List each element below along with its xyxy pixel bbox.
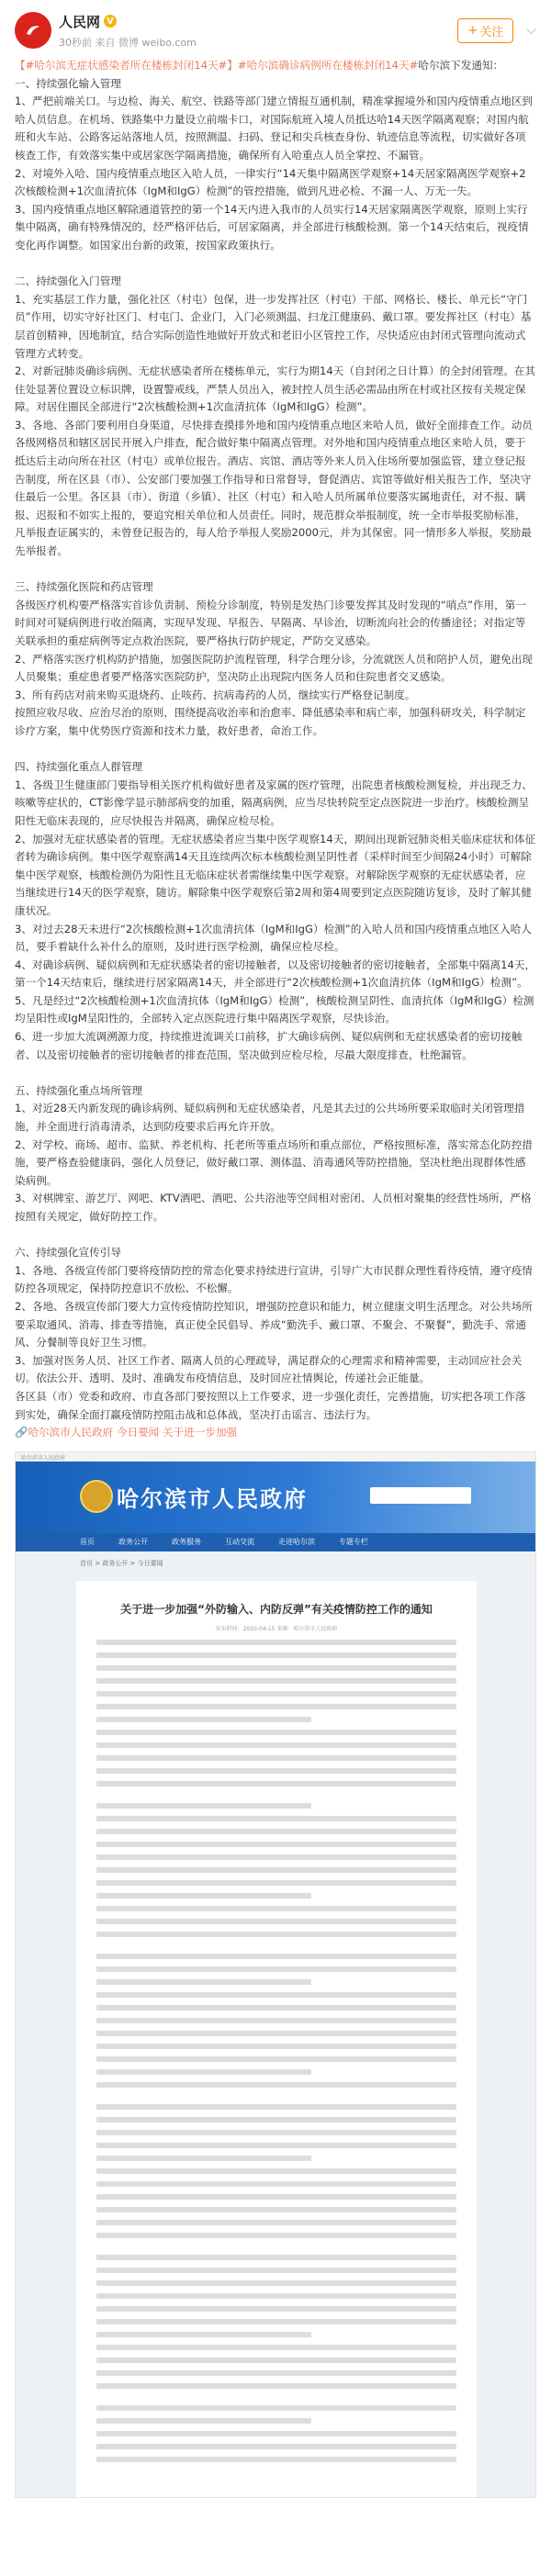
document-text-line [76, 2389, 477, 2398]
document-text-line [96, 1906, 456, 1911]
document-text-line [96, 2207, 456, 2212]
document-text-line [96, 2056, 456, 2062]
paragraph-spacer [15, 561, 536, 579]
document-text-line [96, 1829, 456, 1834]
document-text-line [96, 1854, 456, 1860]
document-text-line [96, 1966, 456, 1972]
document-text-line [96, 2156, 311, 2161]
post-paragraph: 4、对确诊病例、疑似病例和无症状感染者的密切接触者，以及密切接触者的密切接触者，全部集中隔离14天，第一个14天结束后，继续进行居家隔离14天，并全部进行“2次核酸检测+1次血清抗体（IgM和IgG）检测”。 [15, 958, 536, 990]
post-paragraph: 2、严格落实医疗机构防护措施，加强医院防护流程管理，科学合理分诊，分流就医人员和陪护人员，避免出现人员聚集；重症患者要严格落实医院防护，坚决防止出现院内医务人员和住院患者交叉感染。 [15, 652, 533, 684]
document-text-line [96, 1919, 456, 1924]
post-paragraph: 3、加强对医务人员、社区工作者、隔离人员的心理疏导，满足群众的心理需求和精神需要，主动回应社会关切。依法公开、透明、及时、准确发布疫情信息，及时回应社情舆论，传递社会正能量。 [15, 1353, 523, 1385]
document-text-line [96, 2293, 456, 2299]
document-text-line [96, 2220, 456, 2225]
document-text-line [96, 2168, 456, 2174]
post-paragraph: 2、对学校、商场、超市、监狱、养老机构、托老所等重点场所和重点部位，严格按照标准，落实常态化防控措施，要严格查验健康码，强化人员登记，做好戴口罩、测体温、消毒通风等防控措施，坚决杜绝出现群体性感染病例。 [15, 1137, 533, 1187]
document-text-line [76, 1786, 477, 1796]
document-text-line [96, 1678, 456, 1684]
document-text-line [96, 1717, 311, 1722]
post-paragraph: 1、对近28天内新发现的确诊病例、疑似病例和无症状感染者，凡是其去过的公共场所要采取临时关闭管理措施，并全面进行消毒清杀，达到防疫要求后再允许开放。 [15, 1102, 525, 1134]
document-text-line [96, 1867, 456, 1873]
document-text-line [96, 2044, 456, 2049]
footer-link-news[interactable]: 今日要闻 [116, 1426, 160, 1439]
document-text-line [96, 2345, 456, 2350]
document-text-line [96, 1704, 456, 1709]
breadcrumb: 首页 > 政务公开 > 今日要闻 [80, 1559, 163, 1567]
paragraph-spacer [15, 255, 536, 274]
document-text-line [96, 1816, 456, 1821]
post-paragraph: 2、加强对无症状感染者的管理。无症状感染者应当集中医学观察14天，期间出现新冠肺炎相关临床症状和体征者转为确诊病例。集中医学观察满14天且连续两次标本核酸检测呈阴性者（采样时间至少间隔24小时）可解除集中医学观察，核酸检测仍为阳性且无临床症状者需继续集中医学观察。对解除医学观察的无症状感染者，应当继续进行14天的医学观察，随访。解除集中医学观察后第2周和第4周要到定点医院随访复诊，及时了解其健康状况。 [15, 832, 536, 917]
document-text-line [96, 1755, 456, 1761]
post-paragraph: 按照应收尽收、应治尽治的原则，围绕提高收治率和治愈率、降低感染率和病亡率，加强科研攻关，科学制定诊疗方案，集中优势医疗资源和技术力量，救好患者，命治工作。 [15, 706, 526, 737]
post-header [0, 0, 551, 57]
gov-top-bar [16, 1452, 535, 1462]
document-text-line [96, 2418, 311, 2424]
document-text-line [76, 1937, 477, 1946]
post-paragraph: 3、所有药店对前来购买退烧药、止咳药、抗病毒药的人员，继续实行严格登记制度。 [15, 688, 416, 701]
paragraph-spacer [15, 741, 536, 759]
document-text-line [76, 2238, 477, 2247]
post-paragraph: 三、持续强化医院和药店管理 [15, 580, 153, 594]
document-text-line [96, 2306, 456, 2312]
attached-screenshot[interactable] [15, 1451, 536, 2498]
people-daily-logo-icon [21, 18, 45, 42]
post-paragraph: 3、对棋牌室、游艺厅、网吧、KTV酒吧、酒吧、公共浴池等空间相对密闭、人员相对聚集的经营性场所，严格按照有关规定，做好防控工作。 [15, 1192, 532, 1223]
post-paragraph: 2、对新冠肺炎确诊病例、无症状感染者所在楼栋单元，实行为期14天（自封闭之日计算）的全封闭管理。在其住处显著位置设立标识牌，设置警戒线，严禁人员出入，被封控人员生活必需品由所在村或社区按有关规定保障。对居住圈民全部进行“2次核酸检测+1次血清抗体（IgM和IgG）检测”。 [15, 364, 536, 414]
document-text-line [96, 2069, 311, 2075]
post-footer-links [15, 1424, 536, 1442]
document-text-line [96, 2268, 456, 2273]
document-text-line [96, 1893, 311, 1898]
document-text-line [96, 2194, 456, 2200]
post-paragraph: 2、对境外入哈、国内疫情重点地区入哈人员，一律实行“14天集中隔离医学观察+14天居家隔离医学观察+2次核酸检测+1次血清抗体（IgM和IgG）检测”的管控措施，做到凡进必检、不漏一人、万无一失。 [15, 166, 526, 198]
gov-nav-item: 首页 [80, 1538, 95, 1547]
topic-tag-a[interactable]: 【#哈尔滨无症状感染者所在楼栋封闭14天#】 [15, 59, 238, 72]
post-lead [15, 57, 536, 75]
document-text-line [96, 2405, 456, 2411]
document-text-line [96, 2358, 456, 2363]
document-text-line [96, 1742, 456, 1748]
follow-button[interactable] [457, 18, 513, 43]
national-emblem-icon [80, 1480, 113, 1513]
post-paragraph: 5、凡是经过“2次核酸检测+1次血清抗体（IgM和IgG）检测”，核酸检测呈阴性、血清抗体（IgM和IgG）检测均呈阳性或IgM呈阳性的，全部转入定点医院进行集中隔离医学观察，尽快诊治。 [15, 993, 534, 1025]
post-paragraph: 2、各地、各级宣传部门要大力宣传疫情防控知识，增强防控意识和能力，树立健康文明生活理念。对公共场所要采取通风、消毒、排查等措施，真正使全民倡导、养成“勤洗手、戴口罩、不聚会、不聚餐”，勤洗手、常通风、分餐制等良好卫生习惯。 [15, 1299, 533, 1350]
follow-label: 关注 [479, 25, 504, 39]
gov-site-title: 哈尔滨市人民政府 [117, 1485, 308, 1513]
gov-nav-item: 互动交流 [225, 1538, 254, 1547]
document-text-line [96, 2280, 456, 2286]
document-text-line [96, 2104, 456, 2110]
plus-icon: + [467, 23, 478, 38]
document-text-line [96, 2130, 456, 2135]
gov-nav-item: 政务公开 [118, 1538, 148, 1547]
lead-text: 哈尔滨下发通知： [418, 59, 504, 72]
gov-top-left: 哈尔滨市人民政府 [21, 1454, 66, 1462]
post-paragraph: 1、各级卫生健康部门要指导相关医疗机构做好患者及家属的医疗管理，出院患者核酸检测复检，并出现乏力、咳嗽等症状的，CT影像学显示肺部病变的加重，隔离病例，应当尽快转院至定点医院进一步治疗。核酸检测呈阳性无临床表现的，应尽快报告并隔离，确保应检尽检。 [15, 778, 533, 827]
post-paragraph: 3、国内疫情重点地区解除通道管控的第一个14天内进入我市的人员实行14天居家隔离医学观察，原则上实行集中隔离，确有特殊情况的，经严格评估后，可居家隔离，并全部进行核酸检测。第一个14天结束后，视疫情变化再作调整。如国家出台新的政策，按国家政策执行。 [15, 202, 529, 252]
document-text-line [96, 1768, 456, 1774]
document-title: 关于进一步加强“外防输入、内防反弹”有关疫情防控工作的通知 [120, 1602, 433, 1616]
document-text-line [96, 2143, 456, 2148]
document-text-line [96, 2181, 456, 2187]
post-paragraph: 五、持续强化重点场所管理 [15, 1083, 143, 1097]
document-text-line [96, 1992, 456, 1998]
document-text-line [96, 2117, 456, 2122]
document-text-line [96, 1640, 456, 1645]
document-text-line [96, 2005, 456, 2010]
topic-tag-b[interactable]: #哈尔滨确诊病例所在楼栋封闭14天# [237, 59, 419, 72]
gov-banner [16, 1462, 535, 1533]
document-text-line [96, 1691, 456, 1697]
document-text-line [96, 2031, 456, 2036]
post-paragraph: 各级医疗机构要严格落实首诊负责制、预检分诊制度，特别是发热门诊要发挥其及时发现的“哨点”作用，第一时间对可疑病例进行收治隔离，实现早发现、早报告、早隔离、早诊治，切断流向社会的传播途径；对指定等关联承担的重症病例等定点救治医院，要严格执行防护规定，严防交叉感染。 [15, 598, 526, 647]
post-paragraph: 3、各地、各部门要利用自身渠道，尽快排查摸排外地和国内疫情重点地区来哈人员，做好全面排查工作。动员各级网格员和辖区居民开展入户排查，配合做好集中隔离点管理。对外地和国内疫情重点地区来哈人员，要于抵达后主动向所在社区（村屯）或单位报告。酒店、宾馆、酒店等外来人员入住场所要加强监管，建立登记报告制度，所在区县（市）、公安部门要加强工作指导和日常督导，督促酒店、宾馆等做好相关报告工作，坚决守住最后一公里。各区县（市）、街道（乡镇）、社区（村屯）和入哈人员所属单位要落实属地责任，对不报、瞒报、迟报和不如实上报的，要追究相关单位和人员责任。同时，规范群众举报制度，统一全市举报奖励标准，凡举报查证属实的，未曾登记报告的，每人给予举报人奖励2000元，并为其保密。同一情形多人举报，奖励最先举报者。 [15, 418, 533, 558]
document-text-line [96, 1954, 456, 1959]
verified-badge-icon: V [104, 15, 117, 28]
post-source: 微博 weibo.com [118, 36, 197, 49]
post-paragraphs [15, 75, 536, 1425]
post-paragraph: 六、持续强化宣传引导 [15, 1246, 121, 1260]
paragraph-spacer [15, 1064, 536, 1082]
document-text-line [96, 2255, 456, 2260]
document-text-line [96, 2457, 456, 2462]
document-text-line [96, 1842, 456, 1847]
document-text-line [96, 1803, 311, 1809]
post-paragraph: 二、持续强化入门管理 [15, 274, 121, 288]
document-text-lines [76, 1640, 477, 2462]
document-text-line [96, 2444, 456, 2449]
post-paragraph: 1、各地、各级宣传部门要将疫情防控的常态化要求持续进行宣讲，引导广大市民群众理性看待疫情，遵守疫情防控各项规定，保持防控意识不放松、不松懈。 [15, 1263, 533, 1295]
document-info: 发布时间：2020-04-15 来源：哈尔滨市人民政府 [215, 1625, 338, 1632]
link-icon: 🔗 [15, 1426, 28, 1439]
document-page [76, 1581, 477, 2498]
document-text-line [96, 2370, 456, 2376]
post-paragraph: 各区县（市）党委和政府、市直各部门要按照以上工作要求，进一步强化责任，完善措施，切实把各项工作落到实处，确保全面打赢疫情防控阻击战和总体战，坚决打击谣言、违法行为。 [15, 1389, 526, 1421]
gov-search-input [370, 1487, 471, 1504]
document-text-line [76, 2088, 477, 2097]
document-text-line [96, 1652, 456, 1658]
document-text-line [96, 2319, 456, 2324]
gov-nav-item: 专题专栏 [339, 1538, 368, 1547]
post-paragraph: 6、进一步加大流调溯源力度，持续推进流调关口前移，扩大确诊病例、疑似病例和无症状感染者的密切接触者、以及密切接触者的密切接触者的排查范围，坚决做到应检尽检，尽最大限度排查，杜绝漏管。 [15, 1030, 523, 1061]
avatar[interactable] [15, 12, 51, 49]
gov-nav [16, 1533, 535, 1551]
post-paragraph: 1、严把前端关口。与边检、海关、航空、铁路等部门建立情报互通机制，精准掌握境外和国内疫情重点地区到哈人员信息。在机场、铁路集中力量设立前端卡口，对国际航班入境人员抵达哈14天医学隔离观察；对国内航班和火车站、公路客运站落地人员，按照测温、扫码、登记和尖兵核查身份、轨迹信息等流程，切实做好各项核查工作，有效落实集中或居家医学隔离措施，确保所有入哈重点人员全掌控、不漏管。 [15, 95, 533, 162]
user-name[interactable]: 人民网 [59, 13, 101, 30]
footer-link-gov[interactable]: 哈尔滨市人民政府 [28, 1426, 114, 1439]
document-text-line [96, 2431, 456, 2436]
gov-nav-item: 走进哈尔滨 [278, 1538, 315, 1547]
paragraph-spacer [15, 1226, 536, 1245]
author-meta [59, 12, 457, 50]
post-time-row [59, 35, 457, 50]
document-text-line [96, 1665, 456, 1671]
post-paragraph: 四、持续强化重点人群管理 [15, 760, 143, 774]
post-paragraph: 3、对过去28天未进行“2次核酸检测+1次血清抗体（IgM和IgG）检测”的入哈人员和国内疫情重点地区入哈人员，要手着缺什么补什么的原则，及时进行医学检测，确保应检尽检。 [15, 922, 532, 954]
footer-link-notice[interactable]: 关于进一步加强 [162, 1426, 238, 1439]
post-paragraph: 一、持续强化输入管理 [15, 76, 121, 90]
gov-nav-item: 政务服务 [172, 1538, 201, 1547]
document-text-line [96, 1880, 456, 1886]
chevron-down-icon[interactable]: ⌵ [526, 23, 536, 38]
document-text-line [96, 2332, 311, 2337]
post-paragraph: 1、充实基层工作力量，强化社区（村屯）包保，进一步发挥社区（村屯）干部、网格长、楼长、单元长“守门员”作用，切实守好社区门、村屯门、企业门，入门必须测温、扫龙江健康码、戴口罩。要发挥社区（村屯）基层首创精神，因地制宜，结合实际创造性地做好开放式和老旧小区管控工作，尽快适应由封闭式管理向流动式管理方式转变。 [15, 292, 532, 360]
document-text-line [96, 1979, 311, 1985]
post-time: 30秒前 [59, 36, 92, 49]
source-prefix: 来自 [95, 36, 116, 49]
post-body [0, 57, 551, 1442]
document-text-line [96, 1730, 456, 1735]
document-text-line [96, 2018, 456, 2023]
